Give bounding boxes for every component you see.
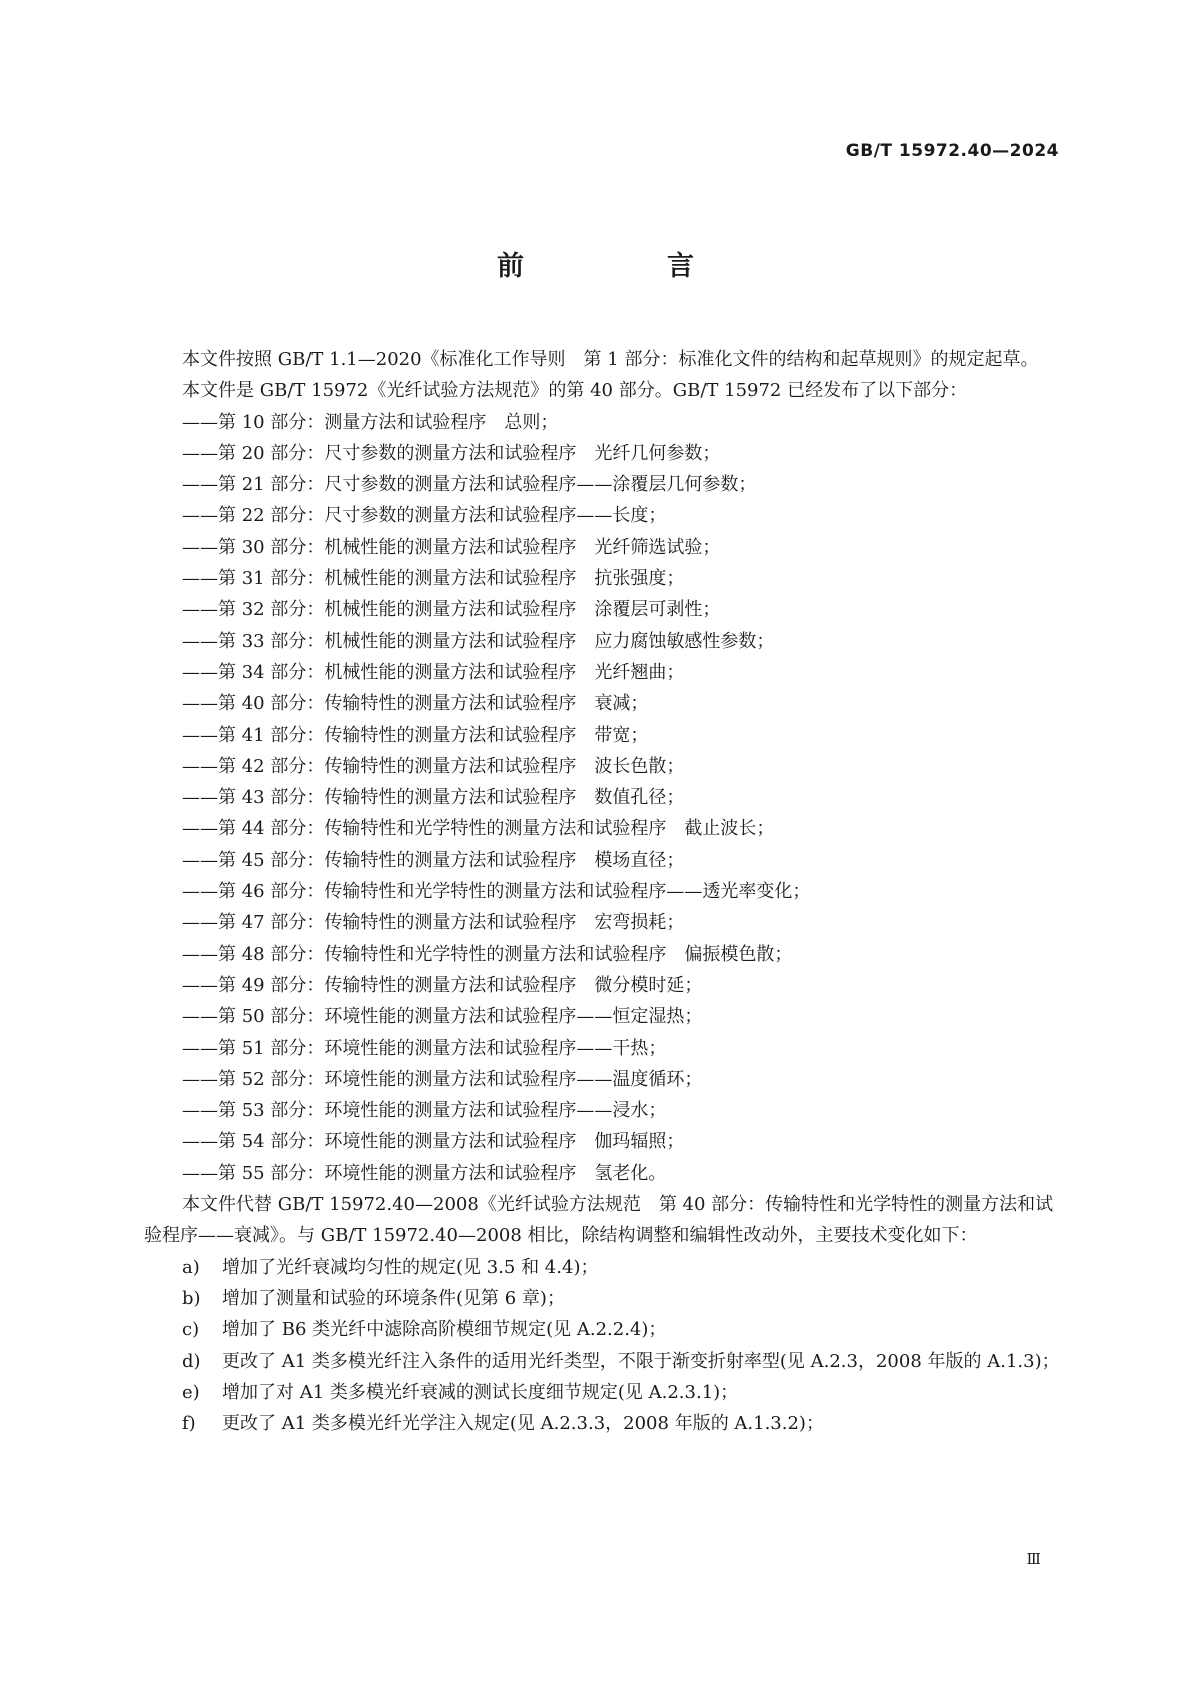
document-body (144, 344, 1064, 1439)
part-list-item: ——第 43 部分：传输特性的测量方法和试验程序 数值孔径； (182, 787, 685, 809)
change-label: a) (182, 1256, 200, 1278)
part-list-item: ——第 48 部分：传输特性和光学特性的测量方法和试验程序 偏振模色散； (182, 943, 793, 965)
part-list-item: ——第 45 部分：传输特性的测量方法和试验程序 模场直径； (182, 849, 685, 871)
change-text: 增加了光纤衰减均匀性的规定(见 3.5 和 4.4)； (222, 1256, 599, 1278)
change-label: b) (182, 1287, 201, 1309)
part-list-item: ——第 50 部分：环境性能的测量方法和试验程序——恒定湿热； (182, 1006, 703, 1028)
part-list-item: ——第 32 部分：机械性能的测量方法和试验程序 涂覆层可剥性； (182, 599, 721, 621)
part-list-item: ——第 46 部分：传输特性和光学特性的测量方法和试验程序——透光率变化； (182, 881, 811, 903)
part-list-item: ——第 47 部分：传输特性的测量方法和试验程序 宏弯损耗； (182, 912, 685, 934)
part-list-item: ——第 40 部分：传输特性的测量方法和试验程序 衰减； (182, 693, 649, 715)
change-label: f) (182, 1413, 196, 1435)
part-list-item: ——第 33 部分：机械性能的测量方法和试验程序 应力腐蚀敏感性参数； (182, 630, 775, 652)
change-list-item (144, 1377, 1064, 1408)
change-text: 增加了对 A1 类多模光纤衰减的测试长度细节规定(见 A.2.3.1)； (222, 1381, 739, 1403)
part-list-item: ——第 20 部分：尺寸参数的测量方法和试验程序 光纤几何参数； (182, 442, 721, 464)
change-text: 增加了测量和试验的环境条件(见第 6 章)； (222, 1287, 565, 1309)
part-list-item: ——第 54 部分：环境性能的测量方法和试验程序 伽玛辐照； (182, 1131, 685, 1153)
part-list-item: ——第 44 部分：传输特性和光学特性的测量方法和试验程序 截止波长； (182, 818, 775, 840)
part-list-item: ——第 10 部分：测量方法和试验程序 总则； (182, 411, 559, 433)
part-list-item: ——第 31 部分：机械性能的测量方法和试验程序 抗张强度； (182, 568, 685, 590)
part-list-item: ——第 42 部分：传输特性的测量方法和试验程序 波长色散； (182, 755, 685, 777)
part-list-item: ——第 41 部分：传输特性的测量方法和试验程序 带宽； (182, 724, 649, 746)
change-label: d) (182, 1350, 201, 1372)
change-text: 增加了 B6 类光纤中滤除高阶模细节规定(见 A.2.2.4)； (222, 1319, 667, 1341)
intro-paragraph: 本文件是 GB/T 15972《光纤试验方法规范》的第 40 部分。GB/T 15972 已经发布了以下部分： (182, 380, 968, 402)
part-list-item: ——第 52 部分：环境性能的测量方法和试验程序——温度循环； (182, 1068, 703, 1090)
part-list-item: ——第 51 部分：环境性能的测量方法和试验程序——干热； (182, 1037, 667, 1059)
change-list-item (144, 1408, 1064, 1439)
change-text: 更改了 A1 类多模光纤光学注入规定(见 A.2.3.3，2008 年版的 A.1.3.2)； (222, 1413, 824, 1435)
intro-paragraph: 本文件按照 GB/T 1.1—2020《标准化工作导则 第 1 部分：标准化文件的结构和起草规则》的规定起草。 (182, 349, 1039, 370)
change-text: 更改了 A1 类多模光纤注入条件的适用光纤类型，不限于渐变折射率型(见 A.2.3，2008 年版的 A.1.3)； (222, 1350, 1060, 1372)
part-list-item: ——第 22 部分：尺寸参数的测量方法和试验程序——长度； (182, 505, 667, 527)
change-list-item (144, 1314, 1064, 1345)
change-list-item (144, 1252, 1064, 1283)
part-list-item: ——第 30 部分：机械性能的测量方法和试验程序 光纤筛选试验； (182, 536, 721, 558)
part-list-item: ——第 53 部分：环境性能的测量方法和试验程序——浸水； (182, 1100, 667, 1122)
change-list-item (144, 1283, 1064, 1314)
change-label: c) (182, 1319, 200, 1341)
standard-number: GB/T 15972.40—2024 (845, 141, 1059, 161)
part-list-item: ——第 49 部分：传输特性的测量方法和试验程序 微分模时延； (182, 974, 703, 996)
change-list-item (144, 1346, 1064, 1377)
part-list-item: ——第 21 部分：尺寸参数的测量方法和试验程序——涂覆层几何参数； (182, 474, 757, 496)
part-list-item: ——第 55 部分：环境性能的测量方法和试验程序 氢老化。 (182, 1162, 667, 1184)
page-title: 前 言 (497, 251, 752, 282)
change-label: e) (182, 1381, 200, 1403)
part-list-item: ——第 34 部分：机械性能的测量方法和试验程序 光纤翘曲； (182, 661, 685, 683)
page-number: Ⅲ (1026, 1550, 1041, 1568)
replacement-paragraph: 本文件代替 GB/T 15972.40—2008《光纤试验方法规范 第 40 部分：传输特性和光学特性的测量方法和试验程序——衰减》。与 GB/T 15972.40—2008 相比，除结构调整和编辑性改动外，主要技术变化如下： (144, 1194, 1054, 1247)
